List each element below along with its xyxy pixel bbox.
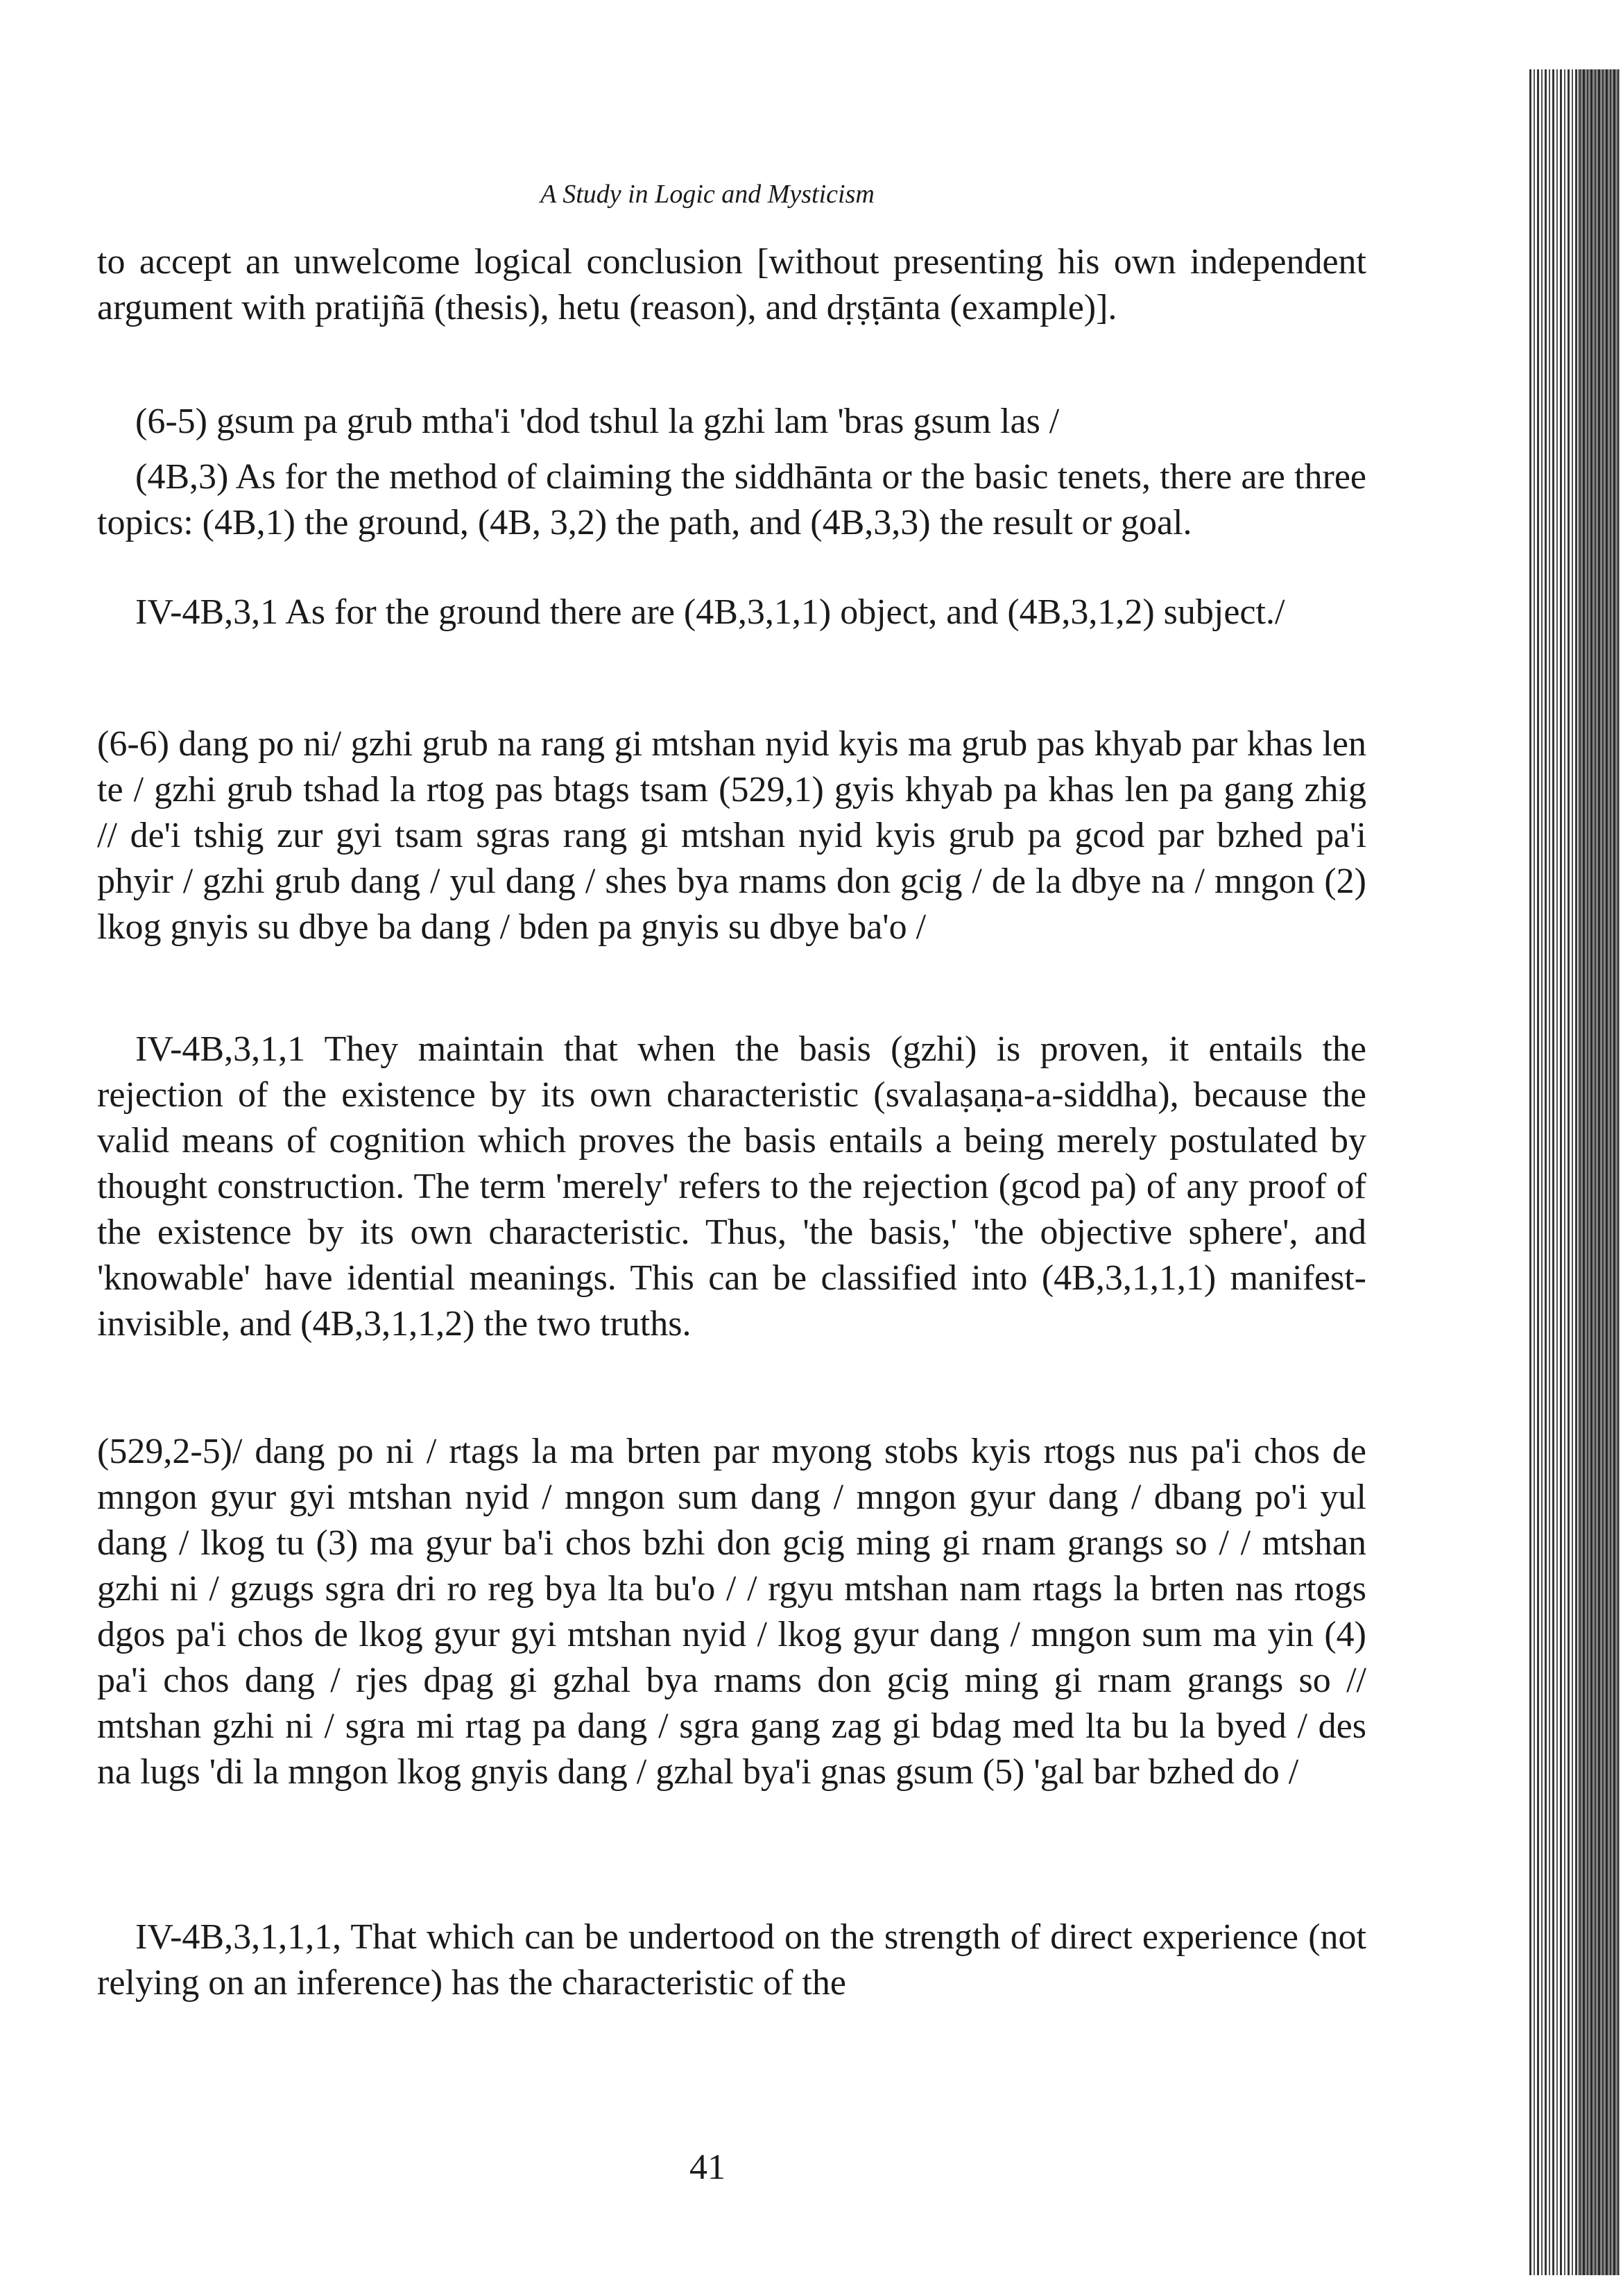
paragraph-text: IV-4B,3,1,1 They maintain that when the basis (gzhi) is proven, it entails the rejection of the existence by its own characteristic (svalaṣaṇa-a-siddha), because the valid means of cognition which proves the basis entails a being merely postulated by thought construction. The term 'merely' refers to the rejection (gcod pa) of any proof of the existence by its own characteristic. Thus, 'the basis,' 'the objective sphere', and 'knowable' have idential meanings. This can be classified into (4B,3,1,1,1) manifest-invisible, and (4B,3,1,1,2) the two truths. (97, 1029, 1366, 1344)
paragraph-4b3 (97, 454, 1366, 546)
running-header: A Study in Logic and Mysticism (540, 180, 875, 209)
paragraph-text: (4B,3) As for the method of claiming the siddhānta or the basic tenets, there are three topics: (4B,1) the ground, (4B, 3,2) the path, and (4B,3,3) the result or goal. (97, 457, 1366, 542)
paragraph-tibetan-6-5 (97, 399, 1366, 445)
paragraph-continuation (97, 239, 1366, 331)
paragraph-text: (6-6) dang po ni/ gzhi grub na rang gi mtshan nyid kyis ma grub pas khyab par khas len te / gzhi grub tshad la rtog pas btags tsam (529,1) gyis khyab pa khas len pa gang zhig // de'i tshig zur gyi tsam sgras rang gi mtshan nyid kyis grub pa gcod par bzhed pa'i phyir / gzhi grub dang / yul dang / shes bya rnams don gcig / de la dbye na / mngon (2) lkog gnyis su dbye ba dang / bden pa gnyis su dbye ba'o / (97, 724, 1366, 947)
paragraph-text: to accept an unwelcome logical conclusion [without presenting his own independent argument with pratijñā (thesis), hetu (reason), and dṛṣṭānta (example)]. (97, 242, 1366, 327)
paragraph-iv-4b311 (97, 1027, 1366, 1347)
paragraph-text: IV-4B,3,1 As for the ground there are (4B,3,1,1) object, and (4B,3,1,2) subject./ (135, 592, 1285, 632)
paragraph-tibetan-6-6 (97, 721, 1366, 950)
paragraph-text: IV-4B,3,1,1,1, That which can be undertood on the strength of direct experience (not relying on an inference) has the characteristic of the (97, 1917, 1366, 2003)
paragraph-tibetan-529 (97, 1429, 1366, 1795)
paragraph-iv-4b31 (97, 590, 1366, 635)
page-number: 41 (689, 2148, 725, 2187)
paragraph-iv-4b3111 (97, 1914, 1366, 2006)
scan-edge-shadow (1578, 69, 1620, 2275)
paragraph-text: (529,2-5)/ dang po ni / rtags la ma brten par myong stobs kyis rtogs nus pa'i chos de mngon gyur gyi mtshan nyid / mngon sum dang / mngon gyur dang / dbang po'i yul dang / lkog tu (3) ma gyur ba'i chos bzhi don gcig ming gi rnam grangs so / / mtshan gzhi ni / gzugs sgra dri ro reg bya lta bu'o / / rgyu mtshan nam rtags la brten nas rtogs dgos pa'i chos de lkog gyur gyi mtshan nyid / lkog gyur dang / mngon sum ma yin (4) pa'i chos dang / rjes dpag gi gzhal bya rnams don gcig ming gi rnam grangs so // mtshan gzhi ni / sgra mi rtag pa dang / sgra gang zag gi bdag med lta bu la byed / des na lugs 'di la mngon lkog gnyis dang / gzhal bya'i gnas gsum (5) 'gal bar bzhed do / (97, 1432, 1366, 1792)
paragraph-text: (6-5) gsum pa grub mtha'i 'dod tshul la gzhi lam 'bras gsum las / (135, 402, 1060, 441)
